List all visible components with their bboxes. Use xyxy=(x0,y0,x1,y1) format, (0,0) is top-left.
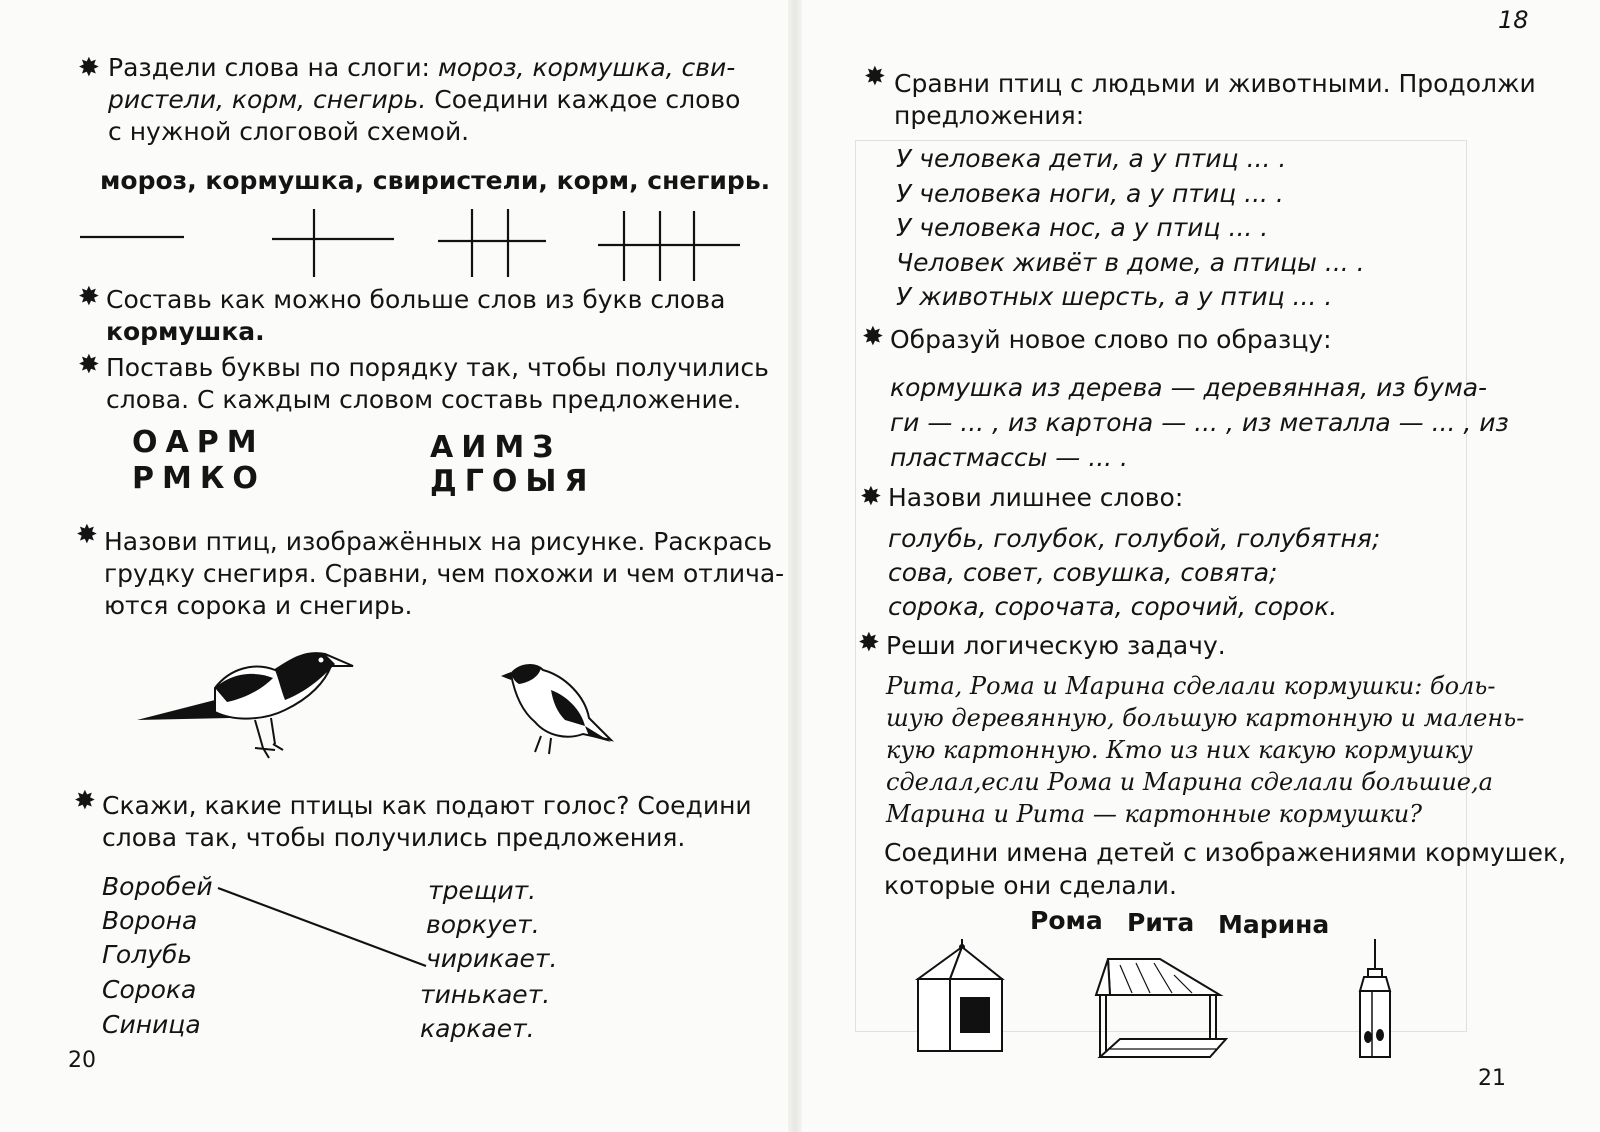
logic-instruction: Соедини имена детей с изображениями кормушек, которые они сделали. xyxy=(884,838,1567,900)
task-logic: Реши логическую задачу. xyxy=(886,631,1226,660)
letter-set-3: АИМЗ xyxy=(430,430,562,465)
bird-name[interactable]: Сорока xyxy=(102,975,197,1004)
page-number: 20 xyxy=(68,1048,96,1073)
letter-set-4: ДГОЫЯ xyxy=(430,464,596,499)
task-odd-word: Назови лишнее слово: xyxy=(888,483,1184,512)
task-compare-birds: Сравни птиц с людьми и животными. Продолжи предложения: xyxy=(894,69,1536,130)
bird-name[interactable]: Синица xyxy=(102,1010,201,1039)
voice-word[interactable]: воркует. xyxy=(426,910,540,939)
sentence: У человека дети, а у птиц ... . xyxy=(896,144,1287,173)
star-bullet-icon: ✸ xyxy=(78,282,100,312)
star-bullet-icon: ✸ xyxy=(860,482,882,512)
sentence: У человека ноги, а у птиц ... . xyxy=(896,178,1284,208)
child-name-marina[interactable]: Марина xyxy=(1218,910,1330,939)
feeder-illustrations xyxy=(910,935,1410,1065)
task-order-letters: Поставь буквы по порядку так, чтобы получились слова. С каждым словом составь предложение. xyxy=(106,353,769,414)
bird-name[interactable]: Ворона xyxy=(102,906,198,935)
corner-page-mark: 18 xyxy=(1498,6,1529,34)
word-row: сова, совет, совушка, совята; xyxy=(888,558,1278,587)
voice-word[interactable]: тинькает. xyxy=(420,980,551,1009)
task-bird-voices: Скажи, какие птицы как подают голос? Соедини слова так, чтобы получились предложения. xyxy=(102,791,752,852)
left-page xyxy=(0,0,790,1132)
word-row: голубь, голубок, голубой, голубятня; xyxy=(888,524,1381,553)
box-feeder-icon xyxy=(918,939,1002,1051)
compare-sentences xyxy=(896,142,1496,315)
sentence: Человек живёт в доме, а птицы ... . xyxy=(896,247,1365,277)
star-bullet-icon: ✸ xyxy=(864,62,886,92)
star-bullet-icon: ✸ xyxy=(76,520,98,550)
carton-feeder-icon xyxy=(1360,939,1390,1057)
task-form-word: Образуй новое слово по образцу: xyxy=(890,325,1332,354)
voice-word[interactable]: чирикает. xyxy=(426,944,558,973)
wooden-feeder-icon xyxy=(1096,959,1226,1057)
letter-set-2: РМКО xyxy=(132,461,266,496)
syllable-words: мороз, кормушка, свиристели, корм, снегирь. xyxy=(100,166,771,195)
odd-word-rows xyxy=(888,522,1508,624)
page-number: 21 xyxy=(1478,1066,1506,1091)
child-name-rita[interactable]: Рита xyxy=(1127,908,1195,937)
letter-set-1: ОАРМ xyxy=(132,425,265,460)
star-bullet-icon: ✸ xyxy=(858,628,880,658)
star-bullet-icon: ✸ xyxy=(862,322,884,352)
child-name-roma[interactable]: Рома xyxy=(1030,906,1103,935)
bird-name[interactable]: Голубь xyxy=(102,940,193,969)
star-bullet-icon: ✸ xyxy=(78,350,100,380)
task-syllables: Раздели слова на слоги: мороз, кормушка, сви- ристели, корм, снегирь. Соедини каждое слово с нужной слоговой схемой. xyxy=(108,53,741,146)
form-word-example: кормушка из дерева — деревянная, из бума- ги — ... , из картона — ... , из металла — ... , из пластмассы — ... . xyxy=(890,373,1509,472)
voice-word[interactable]: каркает. xyxy=(420,1014,535,1043)
sentence: У животных шерсть, а у птиц ... . xyxy=(896,282,1333,311)
right-page xyxy=(800,0,1600,1132)
voice-word[interactable]: трещит. xyxy=(428,876,537,905)
task-make-words: Составь как можно больше слов из букв слова кормушка. xyxy=(106,285,726,346)
sentence: У человека нос, а у птиц ... . xyxy=(896,213,1269,242)
star-bullet-icon: ✸ xyxy=(74,786,96,816)
bird-name[interactable]: Воробей xyxy=(102,872,213,901)
star-bullet-icon: ✸ xyxy=(78,53,100,83)
word-row: сорока, сорочата, сорочий, сорок. xyxy=(888,592,1338,621)
example-connecting-line xyxy=(0,0,790,1132)
logic-problem: Рита, Рома и Марина сделали кормушки: боль- шую деревянную, большую картонную и малень- кую картонную. Кто из них какую кормушку сделал,если Рома и Марина сделали большие,а Марина и Рита — картонные кормушки? xyxy=(886,672,1525,828)
task-name-birds: Назови птиц, изображённых на рисунке. Раскрась грудку снегиря. Сравни, чем похожи и чем отлича- ются сорока и снегирь. xyxy=(104,527,785,620)
